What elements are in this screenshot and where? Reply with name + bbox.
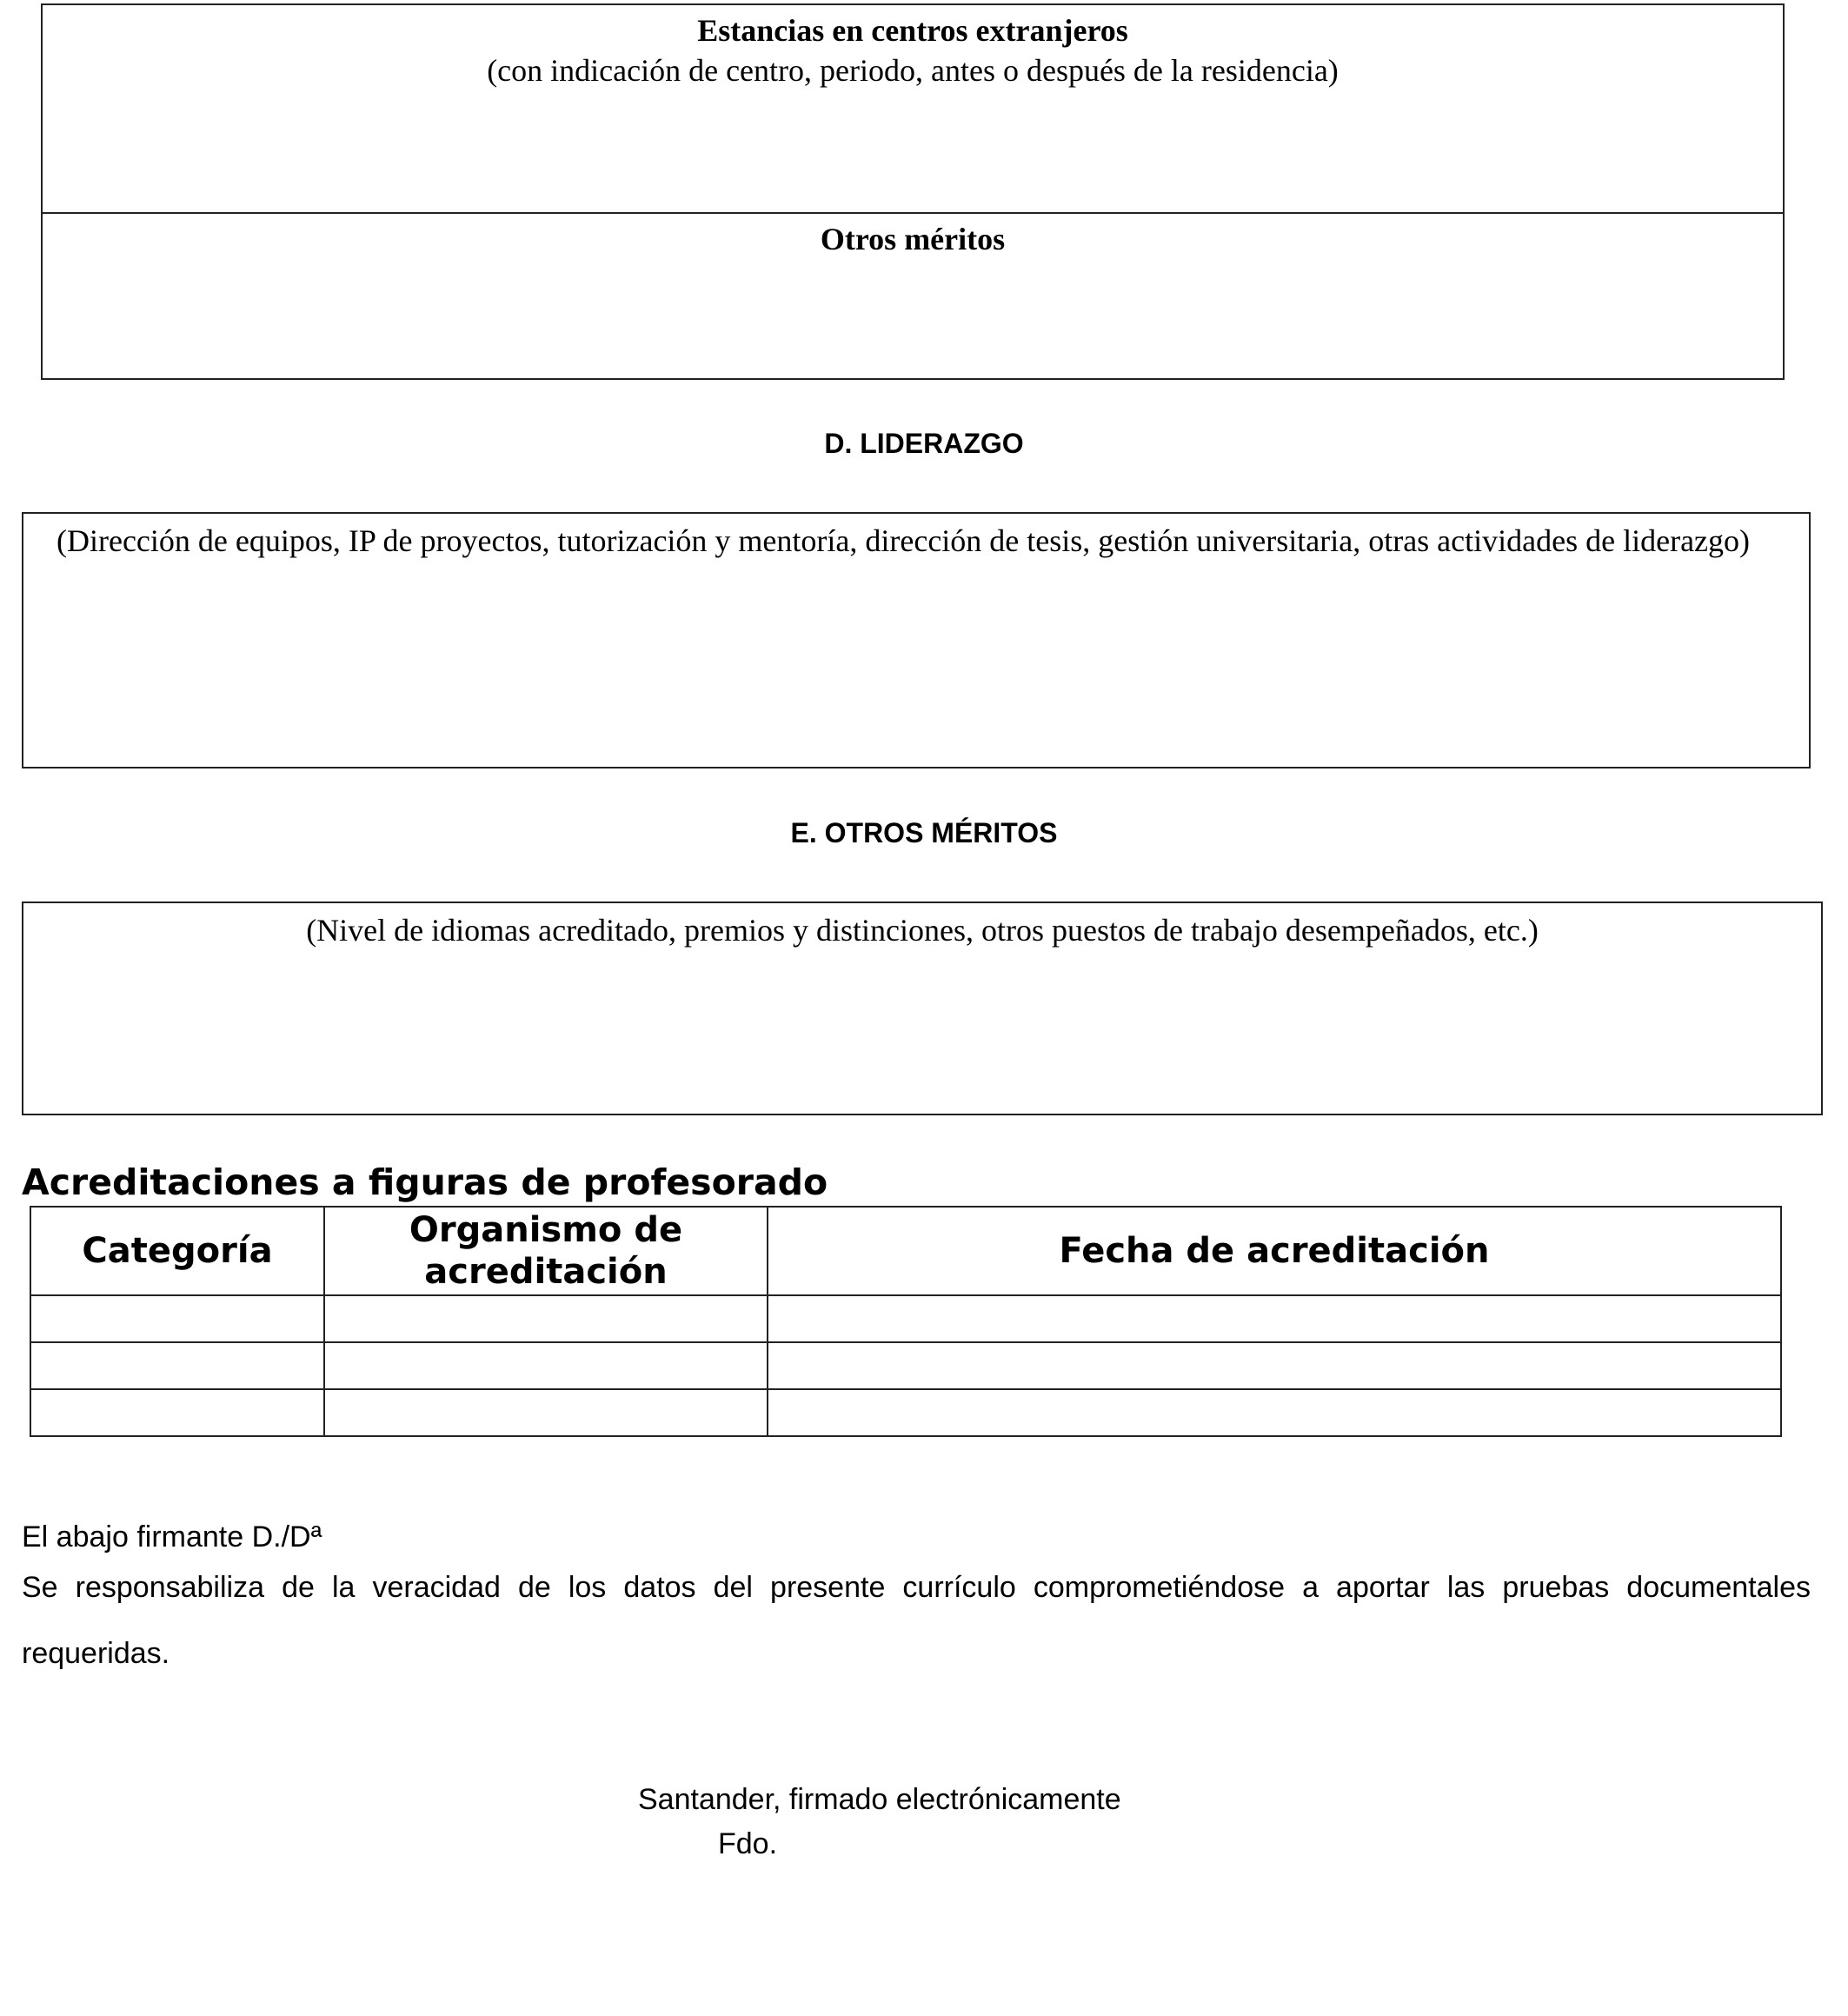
other-merits-title: Otros méritos [820,222,1006,256]
organism-cell[interactable] [324,1295,768,1342]
column-header-category: Categoría [30,1207,324,1295]
declaration-statement: Se responsabiliza de la veracidad de los datos del presente currículo comprometiéndose a aportar las pruebas documentales requeridas. [22,1571,1811,1670]
signature-fdo: Fdo. [718,1827,778,1860]
signer-line: El abajo firmante D./Dª [22,1520,322,1554]
box-divider [43,212,1783,214]
column-header-organism: Organismo de acreditación [324,1207,768,1295]
stays-title: Estancias en centros extranjeros [697,13,1128,48]
section-e-heading: E. OTROS MÉRITOS [790,817,1058,848]
category-cell[interactable] [30,1295,324,1342]
table-row [30,1342,1781,1389]
other-merits-box[interactable] [22,902,1823,1115]
date-cell[interactable] [768,1342,1781,1389]
leadership-box[interactable] [22,512,1811,768]
stays-and-merits-box [41,3,1785,380]
category-cell[interactable] [30,1389,324,1436]
table-row [30,1389,1781,1436]
column-header-date: Fecha de acreditación [768,1207,1781,1295]
date-cell[interactable] [768,1295,1781,1342]
stays-subtitle: (con indicación de centro, periodo, antes o después de la residencia) [487,53,1339,88]
table-row [30,1295,1781,1342]
category-cell[interactable] [30,1342,324,1389]
date-cell[interactable] [768,1389,1781,1436]
organism-cell[interactable] [324,1342,768,1389]
section-d-heading: D. LIDERAZGO [824,428,1024,459]
signature-place: Santander, firmado electrónicamente [638,1783,1121,1816]
accreditations-title: Acreditaciones a figuras de profesorado [22,1161,828,1203]
table-header-row [30,1207,1781,1295]
leadership-description: (Dirección de equipos, IP de proyectos, tutorización y mentoría, dirección de tesis, gestión universitaria, otras actividades de liderazgo) [57,523,1751,558]
other-merits-description: (Nivel de idiomas acreditado, premios y distinciones, otros puestos de trabajo desempeñados, etc.) [306,913,1539,948]
organism-cell[interactable] [324,1389,768,1436]
accreditations-table [30,1206,1782,1437]
stays-section [43,10,1783,90]
